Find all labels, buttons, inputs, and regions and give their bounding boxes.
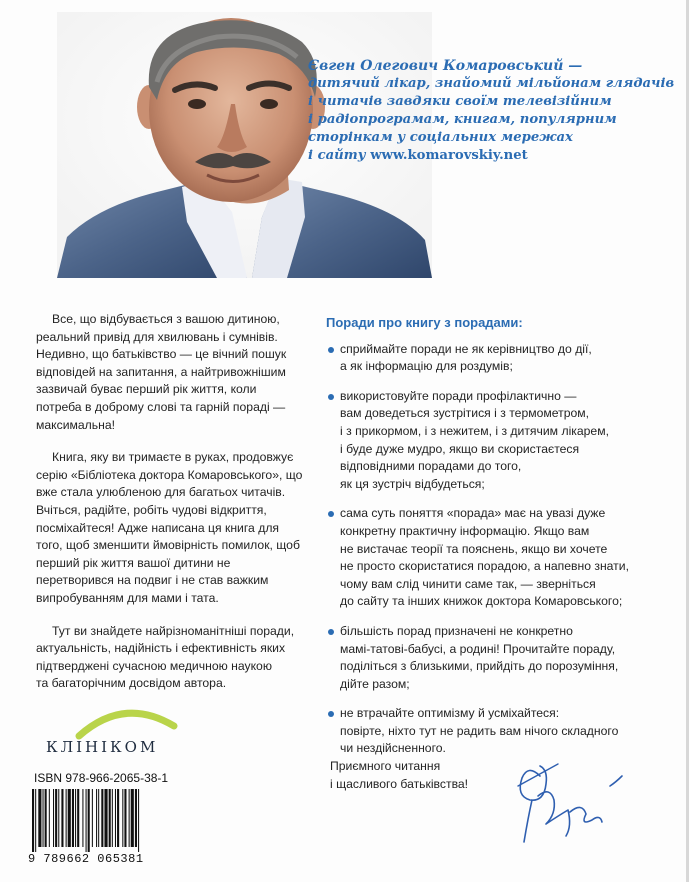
barcode-bar [75, 789, 76, 847]
text-line: зазвичай буває перший рік життя, коли [36, 382, 257, 397]
bio-line: сторінкам у соціальних мережах [308, 130, 573, 145]
text-line: потреба в доброму слові та гарній пораді — [36, 399, 286, 414]
barcode-bar [38, 789, 41, 847]
text-line: вам доведеться зустрітися і з термометром, [340, 406, 590, 421]
barcode-bar [43, 789, 44, 847]
tip-item [326, 705, 676, 758]
text-line: відповідними порадами до того, [340, 459, 522, 474]
text-line: та багаторічним досвідом автора. [36, 676, 227, 691]
barcode-bar [124, 789, 126, 847]
text-line: того, щоб зменшити ймовірність помилок, щоб [36, 538, 300, 553]
text-line: Вчіться, радійте, робіть чудові відкриття, [36, 502, 267, 517]
author-signature [510, 756, 635, 848]
text-line: актуальність, надійність і ефективність яких [36, 641, 286, 656]
tips-section [326, 314, 676, 770]
bio-site-prefix: і сайту [308, 148, 371, 163]
author-website: www.komarovskiy.net [370, 148, 528, 163]
barcode-bar [131, 789, 134, 847]
text-line: Приємного читання [330, 759, 441, 773]
author-name: Євген Олегович Комаровський — [308, 58, 583, 74]
bullet-icon [328, 394, 334, 400]
barcode-bar [92, 789, 93, 847]
barcode-bar [109, 789, 111, 847]
logo-arc-icon [34, 702, 184, 742]
text-line: серію «Бібліотека доктора Комаровського», що [36, 467, 303, 482]
bio-line: і читачів завдяки своїм телевізійним [308, 94, 612, 109]
barcode-bar [96, 789, 97, 847]
barcode [30, 789, 170, 852]
barcode-bar [32, 789, 34, 852]
barcode-bar [66, 789, 67, 847]
barcode-bar [117, 789, 119, 847]
closing-wish [330, 757, 468, 793]
barcode-bar [138, 789, 139, 852]
bullet-icon [328, 511, 334, 517]
text-line: Все, що відбувається з вашою дитиною, [52, 312, 280, 326]
text-line: реальний привід для хвилювань і сумнівів. [36, 329, 278, 344]
text-line: конкретну практичну інформацію. Якщо вам [340, 523, 590, 538]
text-line: Недивно, що батьківство — це вічний пошук [36, 347, 287, 362]
text-line: повірте, ніхто тут не радить вам нічого складного [340, 723, 619, 738]
text-line: перетворився на подвиг і не став важким [36, 573, 269, 588]
text-line: чи нездійсненного. [340, 741, 446, 756]
barcode-bar [115, 789, 116, 847]
text-line: і з прикормом, і з нежитем, і з дитячим лікарем, [340, 423, 609, 438]
text-line: і буде дуже мудро, якщо ви скористаєтеся [340, 441, 580, 456]
text-line: поділіться з близькими, прийдіть до порозуміння, [340, 659, 619, 674]
barcode-bar [35, 789, 36, 852]
text-line: сприймайте поради не як керівництво до дії, [340, 341, 592, 356]
barcode-bar [135, 789, 137, 847]
text-line: мамі-татові-бабусі, а родині! Прочитайте пораду, [340, 641, 616, 656]
barcode-bar [88, 789, 90, 852]
text-line: випробуванням для мами і тата. [36, 590, 219, 605]
text-line: не просто скористатися порадою, а напевно знати, [340, 559, 629, 574]
barcode-bar [61, 789, 63, 847]
text-line: відповідей на запитання, а найтривожнішим [36, 364, 286, 379]
tip-item [326, 623, 676, 693]
barcode-bar [112, 789, 113, 847]
bullet-icon [328, 347, 334, 353]
barcode-bar [122, 789, 123, 847]
description-paragraph [36, 623, 308, 693]
barcode-bar [72, 789, 74, 847]
text-line: максимальна! [36, 417, 116, 432]
bullet-icon [328, 711, 334, 717]
book-description [36, 311, 308, 708]
publisher-logo [34, 702, 184, 762]
author-bio [308, 57, 678, 165]
text-line: до сайту та інших книжок доктора Комаровського; [340, 594, 623, 609]
barcode-bar [98, 789, 99, 847]
barcode-bar [129, 789, 130, 847]
tip-item [326, 505, 676, 611]
text-line: не втрачайте оптимізму й усміхайтеся: [340, 706, 560, 721]
text-line: вже стала улюбленою для багатьох читачів. [36, 485, 286, 500]
text-line: перший рік життя вашої дитини не [36, 555, 231, 570]
isbn-label: ISBN 978-966-2065-38-1 [34, 771, 169, 785]
text-line: більшість порад призначені не конкретно [340, 623, 573, 638]
barcode-bar [101, 789, 103, 847]
text-line: дійте разом; [340, 676, 410, 691]
bio-line: дитячий лікар, знайомий мільйонам глядачів [308, 76, 675, 91]
text-line: не вистачає теорії та пояснень, якщо ви хочете [340, 541, 608, 556]
tip-item [326, 388, 676, 494]
barcode-bar [104, 789, 107, 847]
description-paragraph [36, 311, 308, 434]
barcode-bar [53, 789, 54, 847]
barcode-bar [77, 789, 79, 847]
bio-line: і радіопрограмам, книгам, популярним [308, 112, 617, 127]
text-line: Тут ви знайдете найрізноманітніші поради, [52, 623, 295, 638]
barcode-bar [58, 789, 59, 847]
description-paragraph [36, 449, 308, 607]
publisher-name: КЛІНІКОМ [46, 738, 159, 756]
bullet-icon [328, 629, 334, 635]
barcode-bar [82, 789, 83, 847]
barcode-bar [68, 789, 71, 847]
barcode-bar [45, 789, 47, 847]
tip-item [326, 341, 676, 376]
barcode-digits: 9 789662 065381 [28, 852, 144, 866]
text-line: підтверджені сучасною медичною наукою [36, 658, 272, 673]
text-line: чому вам слід чинити саме так, — зверніться [340, 576, 596, 591]
text-line: посміхайтеся! Адже написана ця книга для [36, 520, 280, 535]
bio-site-line [308, 147, 678, 165]
barcode-bar [86, 789, 87, 852]
barcode-bar [49, 789, 50, 847]
text-line: як ця зустріч відбудеться; [340, 476, 485, 491]
text-line: Книга, яку ви тримаєте в руках, продовжує [52, 450, 294, 465]
text-line: використовуйте поради профілактично — [340, 388, 577, 403]
barcode-bar [55, 789, 57, 847]
text-line: і щасливого батьківства! [330, 777, 469, 791]
text-line: а як інформацію для роздумів; [340, 359, 513, 374]
tips-title: Поради про книгу з порадами: [326, 315, 523, 330]
text-line: сама суть поняття «порада» має на увазі дуже [340, 506, 606, 521]
